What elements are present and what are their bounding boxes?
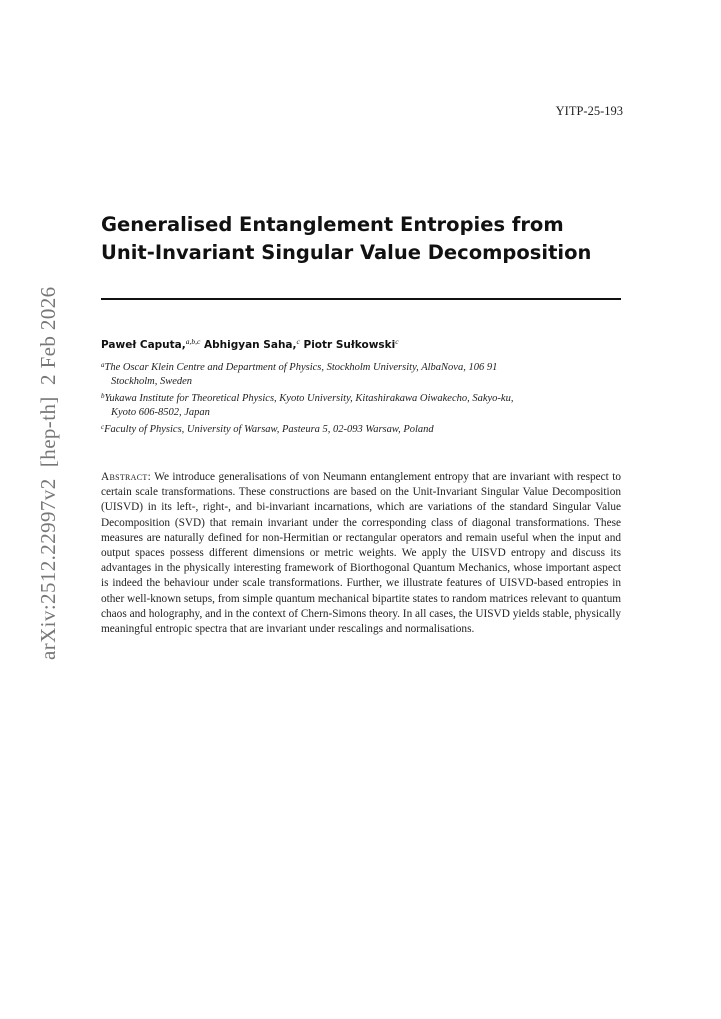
title-line-1: Generalised Entanglement Entropies from <box>101 213 564 236</box>
affiliation-mark: b <box>101 392 105 401</box>
affiliation-mark: a <box>101 361 105 369</box>
title-rule <box>101 298 621 300</box>
abstract-text: We introduce generalisations of von Neumann entanglement entropy that are invariant with respect to certain scale transformations. These constructions are based on the Unit-Invariant Singular Value Decomposition (UISVD) in its left-, right-, and bi-invariant incarnations, which are variations of the standard Singular Value Decomposition (SVD) that remain invariant under the corresponding class of diagonal transformations. These measures are naturally defined for non-Hermitian or rectangular operators and remain useful when the input and output spaces possess different dimensions or metric weights. We apply the UISVD entropy and discuss its advantages in the physically interesting framework of Biorthogonal Quantum Mechanics, whose important aspect is indeed the behaviour under scale transformations. Further, we illustrate features of UISVD-based entropies in other well-known setups, from simple quantum mechanical bipartite states to random matrices relevant to quantum chaos and holography, and in the context of Chern-Simons theory. In all cases, the UISVD yields stable, physically meaningful entropic spectra that are invariant under rescalings and normalisations. <box>101 471 621 636</box>
abstract <box>101 470 621 637</box>
arxiv-identifier: arXiv:2512.22997v2 [hep-th] 2 Feb 2026 <box>36 286 60 660</box>
report-number: YITP-25-193 <box>555 104 623 118</box>
author-name: Piotr Sułkowski <box>303 339 396 351</box>
author-affiliation-mark: c <box>395 337 399 346</box>
author-name: Abhigyan Saha, <box>204 339 297 351</box>
affiliation <box>101 359 621 389</box>
title-line-2: Unit-Invariant Singular Value Decomposition <box>101 241 592 264</box>
affiliation-text-continued: Kyoto 606-8502, Japan <box>111 406 210 418</box>
affiliation-list <box>101 359 621 438</box>
affiliation-text: Faculty of Physics, University of Warsaw, Pasteura 5, 02-093 Warsaw, Poland <box>104 424 434 436</box>
affiliation <box>101 421 621 437</box>
author-affiliation-mark: c <box>296 337 300 346</box>
author-name: Paweł Caputa, <box>101 339 186 351</box>
author-affiliation-mark: a,b,c <box>185 337 201 346</box>
paper-title <box>101 211 641 267</box>
affiliation-text-continued: Stockholm, Sweden <box>111 375 193 387</box>
affiliation-text: The Oscar Klein Centre and Department of Physics, Stockholm University, AlbaNova, 106 91 <box>104 362 498 373</box>
affiliation-mark: c <box>101 423 105 432</box>
affiliation <box>101 390 621 420</box>
author-list <box>101 337 399 351</box>
affiliation-text: Yukawa Institute for Theoretical Physics, Kyoto University, Kitashirakawa Oiwakecho, Sakyo-ku, <box>104 393 514 405</box>
abstract-label: Abstract: <box>101 471 152 483</box>
